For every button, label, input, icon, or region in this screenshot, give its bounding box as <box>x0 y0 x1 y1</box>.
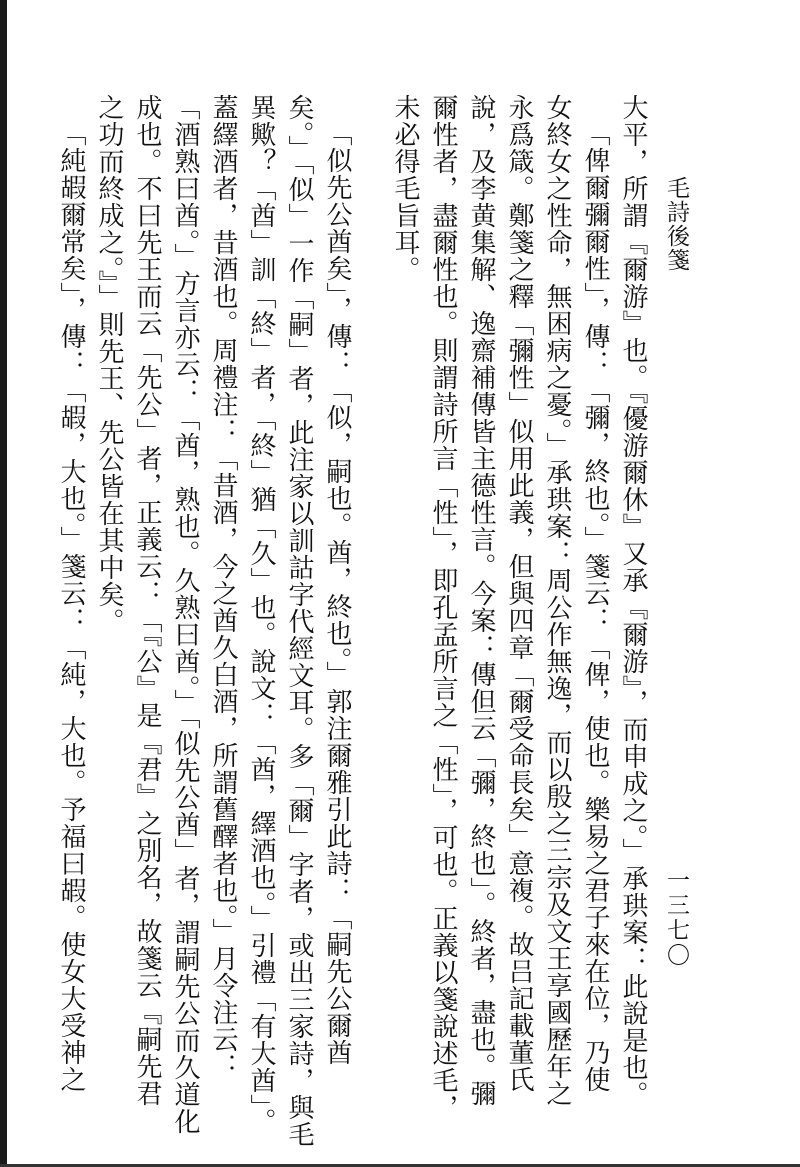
page-number: 一三七〇 <box>663 868 689 968</box>
main-text <box>56 94 652 1148</box>
text-column: 「似先公酋矣」，傳：「似，嗣也。酋，終也。」郭注爾雅引此詩：「嗣先公爾酋 <box>322 120 352 1066</box>
text-column: 「純嘏爾常矣」，傳：「嘏，大也。」箋云：「純，大也。予福曰嘏。使女大受神之 <box>56 120 86 1093</box>
text-column: 成也。不曰先王而云「先公」者，正義云：「『公』是『君』之別名，故箋云『嗣先君 <box>132 94 162 1107</box>
text-column: 矣。」「似」一作「嗣」者，此注家以訓詁字代經文耳。多「爾」字者，或出三家詩，與毛 <box>284 94 314 1148</box>
running-title: 毛詩後箋 <box>663 176 689 272</box>
text-column: 說，及李黄集解、逸齋補傳皆主德性言。今案：傳但云「彌，終也」。終者，盡也。彌 <box>466 94 496 1107</box>
text-column: 大平，所謂『爾游』也。『優游爾休』又承『爾游』，而申成之。」承珙案：此說是也。 <box>618 94 648 1108</box>
text-column: 「俾爾彌爾性」，傳：「彌，終也。」箋云：「俾，使也。樂易之君子來在位，乃使 <box>580 120 610 1093</box>
text-column: 未必得毛旨耳。 <box>390 94 420 283</box>
text-column: 「酒熟曰酋。」方言亦云：「酋，熟也。久熟曰酋。」「似先公酋」者，謂嗣先公而久道化 <box>170 94 200 1135</box>
scan-edge-left <box>0 0 7 1167</box>
text-column: 蓋繹酒者，昔酒也。周禮注：「昔酒，今之酋久白酒，所謂舊醳者也。」月令注云： <box>208 94 238 1080</box>
text-column: 女終女之性命，無困病之憂。」承珙案：周公作無逸，而以殷之三宗及文王享國歷年之 <box>542 94 572 1107</box>
text-column: 爾性者，盡爾性也。則謂詩所言「性」，即孔孟所言之「性」，可也。正義以箋說述毛， <box>428 94 458 1121</box>
text-column: 之功而終成之。』」則先王、先公皆在其中矣。 <box>94 94 124 635</box>
text-column: 異歟？「酋」訓「終」者，「終」猶「久」也。說文：「酋，繹酒也。」引禮「有大酋」。 <box>246 94 276 1135</box>
text-column: 永爲箴。鄭箋之釋「彌性」似用此義，但與四章「爾受命長矣」意複。故吕記載董氏 <box>504 94 534 1093</box>
